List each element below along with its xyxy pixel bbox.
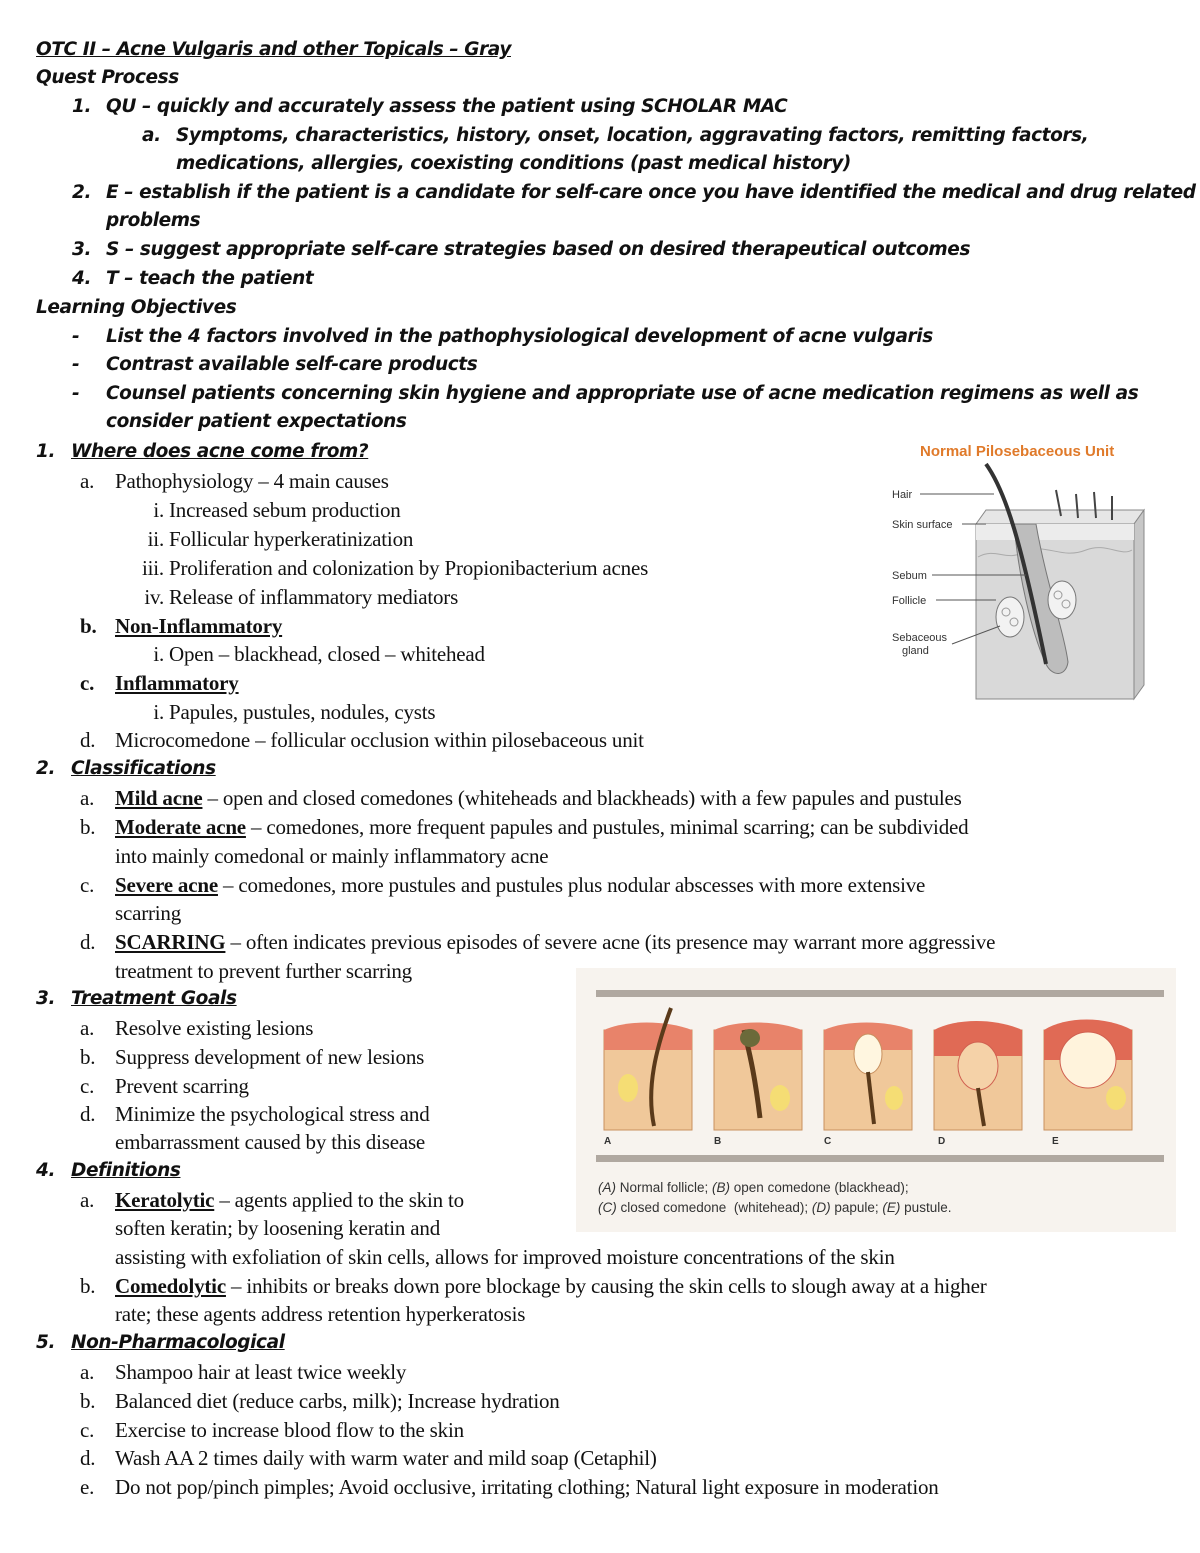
- subsection-heading: Non-Inflammatory: [115, 614, 283, 638]
- caption-line-2: [598, 1198, 951, 1218]
- section-heading: Non-Pharmacological: [71, 1332, 285, 1353]
- list-marker: a.: [80, 786, 95, 810]
- list-item: QU – quickly and accurately assess the patient using SCHOLAR MAC: [106, 96, 788, 117]
- list-item: Do not pop/pinch pimples; Avoid occlusive, irritating clothing; Natural light exposure in moderation: [115, 1475, 939, 1499]
- term-definition: – comedones, more frequent papules and pustules, minimal scarring; can be subdivided: [245, 815, 969, 839]
- label-gland: gland: [902, 645, 929, 657]
- page-title: OTC II – Acne Vulgaris and other Topicals – Gray: [36, 39, 511, 60]
- list-item: soften keratin; by loosening keratin and: [115, 1216, 440, 1240]
- caption-text: papule;: [830, 1200, 883, 1215]
- sebaceous-gland-right: [1048, 581, 1076, 619]
- caption-label: (E): [882, 1200, 901, 1215]
- list-marker: c.: [80, 1074, 95, 1098]
- term: Severe acne: [115, 873, 218, 897]
- top-band: [596, 990, 1164, 997]
- stage-letter-d: D: [938, 1136, 946, 1147]
- list-item: Open – blackhead, closed – whitehead: [169, 642, 485, 666]
- stage-d-block: [934, 1021, 1022, 1130]
- list-item: embarrassment caused by this disease: [115, 1130, 426, 1154]
- list-item: [115, 784, 962, 812]
- list-item: Shampoo hair at least twice weekly: [115, 1360, 407, 1384]
- list-item: into mainly comedonal or mainly inflammatory acne: [115, 844, 549, 868]
- pilosebaceous-unit-figure: [886, 432, 1156, 712]
- list-marker: c.: [80, 873, 95, 897]
- list-item: Symptoms, characteristics, history, onset, location, aggravating factors, remitting factors,: [176, 125, 1089, 146]
- list-item: scarring: [115, 901, 182, 925]
- list-item: E – establish if the patient is a candidate for self-care once you have identified the medical and drug related: [106, 182, 1196, 203]
- subsection-heading: Inflammatory: [115, 671, 239, 695]
- list-item: Prevent scarring: [115, 1074, 249, 1098]
- caption-text: open comedone (blackhead);: [730, 1180, 909, 1195]
- list-item: [115, 813, 968, 841]
- list-marker: a.: [80, 1188, 95, 1212]
- section-heading: Where does acne come from?: [71, 441, 369, 462]
- section-number: 2.: [36, 758, 56, 779]
- list-marker: i.: [153, 700, 164, 724]
- objectives-heading: Learning Objectives: [36, 297, 237, 318]
- list-item: Follicular hyperkeratinization: [169, 527, 414, 551]
- comedone-progression-figure: [576, 968, 1176, 1232]
- term: Mild acne: [115, 786, 203, 810]
- label-follicle: Follicle: [892, 595, 927, 607]
- list-item: Proliferation and colonization by Propionibacterium acnes: [169, 556, 649, 580]
- figure-caption: [598, 1178, 951, 1218]
- list-item: [115, 871, 925, 899]
- list-item: Balanced diet (reduce carbs, milk); Increase hydration: [115, 1389, 560, 1413]
- list-marker: 2.: [72, 182, 92, 203]
- list-marker: 4.: [72, 268, 92, 289]
- list-item: Pathophysiology – 4 main causes: [115, 469, 389, 493]
- list-marker: c.: [80, 1418, 95, 1442]
- list-item: problems: [106, 210, 201, 231]
- list-item: Exercise to increase blood flow to the skin: [115, 1418, 464, 1442]
- list-item: [115, 1272, 987, 1300]
- label-sebaceous: Sebaceous: [892, 632, 948, 644]
- list-marker: b.: [80, 614, 97, 638]
- list-marker: a.: [142, 125, 161, 146]
- term-definition: – inhibits or breaks down pore blockage by causing the skin cells to slough away at a higher: [225, 1274, 987, 1298]
- caption-label: (B): [712, 1180, 731, 1195]
- term: Keratolytic: [115, 1188, 215, 1212]
- stage-letter-e: E: [1052, 1136, 1059, 1147]
- list-item: Increased sebum production: [169, 498, 401, 522]
- list-item: assisting with exfoliation of skin cells, allows for improved moisture concentrations of the skin: [115, 1245, 895, 1269]
- section-heading: Classifications: [71, 758, 216, 779]
- list-marker: d.: [80, 930, 96, 954]
- list-marker: -: [72, 383, 80, 404]
- list-marker: a.: [80, 1016, 95, 1040]
- term: Comedolytic: [115, 1274, 226, 1298]
- list-marker: iv.: [144, 585, 164, 609]
- list-marker: b.: [80, 1389, 96, 1413]
- quest-heading: Quest Process: [36, 67, 179, 88]
- caption-line-1: [598, 1178, 951, 1198]
- term: Moderate acne: [115, 815, 246, 839]
- list-item: S – suggest appropriate self-care strategies based on desired therapeutical outcomes: [106, 239, 971, 260]
- list-marker: d.: [80, 1102, 96, 1126]
- stage-e-block: [1044, 1020, 1132, 1131]
- list-item: Wash AA 2 times daily with warm water and mild soap (Cetaphil): [115, 1446, 657, 1470]
- list-item: T – teach the patient: [106, 268, 314, 289]
- section-number: 1.: [36, 441, 56, 462]
- list-item: Suppress development of new lesions: [115, 1045, 425, 1069]
- list-marker: 1.: [72, 96, 92, 117]
- figure-title: Normal Pilosebaceous Unit: [920, 443, 1115, 460]
- list-marker: b.: [80, 1045, 96, 1069]
- list-item: List the 4 factors involved in the pathophysiological development of acne vulgaris: [106, 326, 933, 347]
- list-item: Microcomedone – follicular occlusion within pilosebaceous unit: [115, 728, 644, 752]
- list-item: treatment to prevent further scarring: [115, 959, 412, 983]
- list-marker: c.: [80, 671, 95, 695]
- section-number: 4.: [36, 1160, 56, 1181]
- stage-a-block: [604, 1008, 692, 1130]
- list-marker: d.: [80, 728, 96, 752]
- label-skin-surface: Skin surface: [892, 519, 953, 531]
- section-number: 5.: [36, 1332, 56, 1353]
- list-marker: a.: [80, 469, 95, 493]
- bottom-band: [596, 1155, 1164, 1162]
- list-marker: -: [72, 326, 80, 347]
- section-heading: Definitions: [71, 1160, 181, 1181]
- caption-text: pustule.: [900, 1200, 952, 1215]
- sebaceous-gland-left: [996, 597, 1024, 637]
- list-item: Minimize the psychological stress and: [115, 1102, 430, 1126]
- caption-label: (A): [598, 1180, 616, 1195]
- list-item: [115, 1186, 464, 1214]
- pilosebaceous-unit-illustration: [886, 432, 1156, 712]
- list-item: rate; these agents address retention hyperkeratosis: [115, 1302, 526, 1326]
- list-marker: e.: [80, 1475, 95, 1499]
- list-marker: b.: [80, 815, 96, 839]
- stage-letter-c: C: [824, 1136, 832, 1147]
- epidermis: [976, 524, 1134, 540]
- term-definition: – often indicates previous episodes of severe acne (its presence may warrant more aggressive: [225, 930, 996, 954]
- list-item: Contrast available self-care products: [106, 354, 478, 375]
- list-item: medications, allergies, coexisting conditions (past medical history): [176, 153, 851, 174]
- list-item: Release of inflammatory mediators: [169, 585, 459, 609]
- list-marker: b.: [80, 1274, 96, 1298]
- list-item: Papules, pustules, nodules, cysts: [169, 700, 436, 724]
- list-item: Counsel patients concerning skin hygiene and appropriate use of acne medication regimens as well as: [106, 383, 1139, 404]
- stage-b-block: [714, 1023, 802, 1131]
- list-item: Resolve existing lesions: [115, 1016, 314, 1040]
- stage-letter-a: A: [604, 1136, 612, 1147]
- list-marker: i.: [153, 498, 164, 522]
- list-item: consider patient expectations: [106, 411, 407, 432]
- list-marker: i.: [153, 642, 164, 666]
- term-definition: – comedones, more pustules and pustules plus nodular abscesses with more extensive: [217, 873, 926, 897]
- list-marker: d.: [80, 1446, 96, 1470]
- caption-text: closed comedone (whitehead);: [616, 1200, 812, 1215]
- section-number: 3.: [36, 988, 56, 1009]
- list-marker: a.: [80, 1360, 95, 1384]
- label-hair: Hair: [892, 489, 913, 501]
- label-sebum: Sebum: [892, 570, 927, 582]
- stage-letter-b: B: [714, 1136, 722, 1147]
- list-marker: -: [72, 354, 80, 375]
- caption-label: (C): [598, 1200, 617, 1215]
- list-marker: 3.: [72, 239, 92, 260]
- term-definition: – open and closed comedones (whiteheads and blackheads) with a few papules and pustules: [202, 786, 962, 810]
- stage-c-block: [824, 1023, 912, 1131]
- term-definition: – agents applied to the skin to: [214, 1188, 464, 1212]
- list-item: [115, 928, 995, 956]
- skin-side: [1134, 510, 1144, 699]
- caption-text: Normal follicle;: [616, 1180, 713, 1195]
- list-marker: iii.: [142, 556, 164, 580]
- list-marker: ii.: [147, 527, 164, 551]
- caption-label: (D): [811, 1200, 831, 1215]
- section-heading: Treatment Goals: [71, 988, 237, 1009]
- term: SCARRING: [115, 930, 226, 954]
